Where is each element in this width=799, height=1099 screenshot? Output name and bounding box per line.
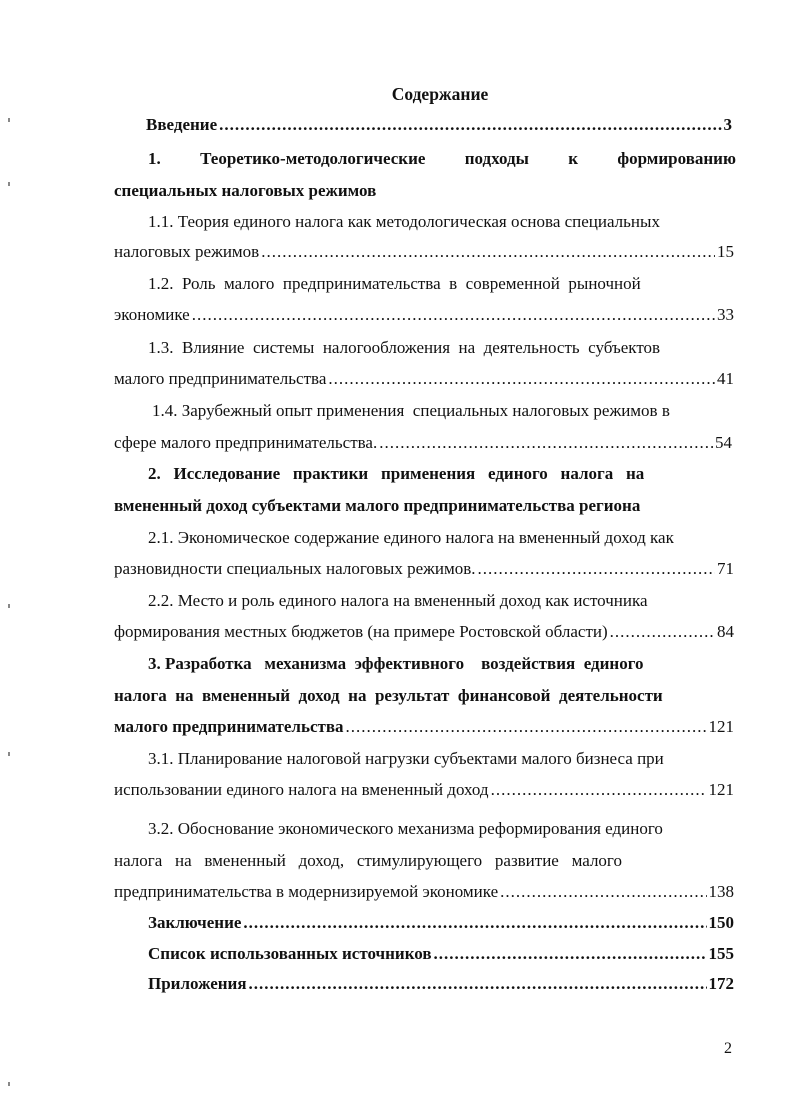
- toc-page-number: 41: [717, 369, 734, 388]
- toc-entry-label: разновидности специальных налоговых режимов.: [114, 559, 476, 578]
- toc-section-2-1-line1[interactable]: 2.1. Экономическое содержание единого налога на вмененный доход как: [148, 528, 674, 547]
- toc-page-number: 121: [708, 780, 734, 799]
- toc-section-1-3-line1[interactable]: 1.3. Влияние системы налогообложения на деятельность субъектов: [148, 338, 661, 357]
- toc-section-3-2-line2: налога на вмененный доход, стимулирующего развитие малого: [114, 851, 622, 870]
- toc-page-number: 84: [717, 622, 734, 641]
- dot-leader: [478, 558, 715, 580]
- toc-section-2-1-line2[interactable]: [114, 558, 734, 580]
- toc-page-number: 155: [708, 944, 734, 963]
- dot-leader: [243, 912, 706, 934]
- toc-section-2-2-line1[interactable]: 2.2. Место и роль единого налога на вмененный доход как источника: [148, 591, 648, 610]
- chapter-word: подходы: [464, 149, 529, 168]
- toc-chapter-2-line1[interactable]: 2. Исследование практики применения единого налога на: [148, 464, 645, 483]
- toc-section-2-2-line2[interactable]: [114, 621, 734, 643]
- scan-speck: [8, 1082, 10, 1086]
- toc-entry-label: формирования местных бюджетов (на примере Ростовской области): [114, 622, 608, 641]
- chapter-number: 1.: [148, 149, 161, 168]
- toc-entry-conclusion[interactable]: [148, 912, 734, 934]
- dot-leader: [346, 716, 707, 738]
- toc-page-number: 71: [717, 559, 734, 578]
- toc-entry-intro[interactable]: [146, 114, 732, 136]
- toc-page-number: 15: [717, 242, 734, 261]
- dot-leader: [219, 114, 721, 136]
- toc-section-1-4-line1[interactable]: 1.4. Зарубежный опыт применения специальных налоговых режимов в: [152, 401, 670, 420]
- toc-page-number: 54: [715, 433, 732, 452]
- toc-page-number: 121: [708, 717, 734, 736]
- toc-entry-label: предпринимательства в модернизируемой экономике: [114, 882, 499, 901]
- toc-page-number: 33: [717, 305, 734, 324]
- toc-chapter-1-line1[interactable]: [148, 148, 736, 170]
- toc-title: Содержание: [391, 84, 489, 104]
- toc-section-1-3-line2[interactable]: [114, 368, 734, 390]
- dot-leader: [192, 304, 715, 326]
- toc-section-1-2-line2[interactable]: [114, 304, 734, 326]
- toc-entry-label: налоговых режимов: [114, 242, 260, 261]
- toc-section-3-1-line2[interactable]: [114, 779, 734, 801]
- toc-page-number: 172: [708, 974, 734, 993]
- toc-chapter-3-line3[interactable]: [114, 716, 734, 738]
- toc-chapter-2-line2: вмененный доход субъектами малого предпринимательства региона: [114, 496, 641, 515]
- scan-speck: [8, 604, 10, 608]
- dot-leader: [328, 368, 715, 390]
- toc-page-number: 3: [723, 115, 732, 134]
- toc-chapter-1-line2: специальных налоговых режимов: [114, 181, 377, 200]
- page-number: 2: [724, 1040, 732, 1057]
- scan-speck: [8, 752, 10, 756]
- toc-section-3-2-line1[interactable]: 3.2. Обоснование экономического механизма реформирования единого: [148, 819, 663, 838]
- toc-section-3-1-line1[interactable]: 3.1. Планирование налоговой нагрузки субъектами малого бизнеса при: [148, 749, 664, 768]
- toc-entry-label: малого предпринимательства: [114, 717, 344, 736]
- toc-entry-appendix[interactable]: [148, 973, 734, 995]
- toc-entry-label: использовании единого налога на вмененный доход: [114, 780, 489, 799]
- scan-speck: [8, 182, 10, 186]
- dot-leader: [434, 943, 707, 965]
- toc-entry-label: сфере малого предпринимательства.: [114, 433, 378, 452]
- dot-leader: [249, 973, 707, 995]
- toc-entry-label: малого предпринимательства: [114, 369, 327, 388]
- toc-section-3-2-line3[interactable]: [114, 881, 734, 903]
- chapter-word: Теоретико-методологические: [200, 149, 426, 168]
- toc-entry-sources[interactable]: [148, 943, 734, 965]
- toc-page-number: 150: [708, 913, 734, 932]
- dot-leader: [491, 779, 707, 801]
- toc-chapter-3-line1[interactable]: 3. Разработка механизма эффективного воздействия единого: [148, 654, 644, 673]
- toc-section-1-2-line1[interactable]: 1.2. Роль малого предпринимательства в современной рыночной: [148, 274, 641, 293]
- chapter-word: формированию: [617, 149, 736, 168]
- toc-section-1-4-line2[interactable]: [114, 432, 732, 454]
- toc-entry-label: Заключение: [148, 913, 242, 932]
- dot-leader: [261, 241, 715, 263]
- chapter-word: к: [568, 149, 578, 168]
- toc-entry-label: Приложения: [148, 974, 247, 993]
- toc-section-1-1-line1[interactable]: 1.1. Теория единого налога как методологическая основа специальных: [148, 212, 660, 231]
- toc-chapter-3-line2: налога на вмененный доход на результат финансовой деятельности: [114, 686, 663, 705]
- toc-page-number: 138: [708, 882, 734, 901]
- toc-entry-label: Введение: [146, 115, 218, 134]
- dot-leader: [610, 621, 715, 643]
- dot-leader: [500, 881, 706, 903]
- scan-speck: [8, 118, 10, 122]
- toc-entry-label: Список использованных источников: [148, 944, 432, 963]
- dot-leader: [379, 432, 713, 454]
- toc-entry-label: экономике: [114, 305, 190, 324]
- toc-section-1-1-line2[interactable]: [114, 241, 734, 263]
